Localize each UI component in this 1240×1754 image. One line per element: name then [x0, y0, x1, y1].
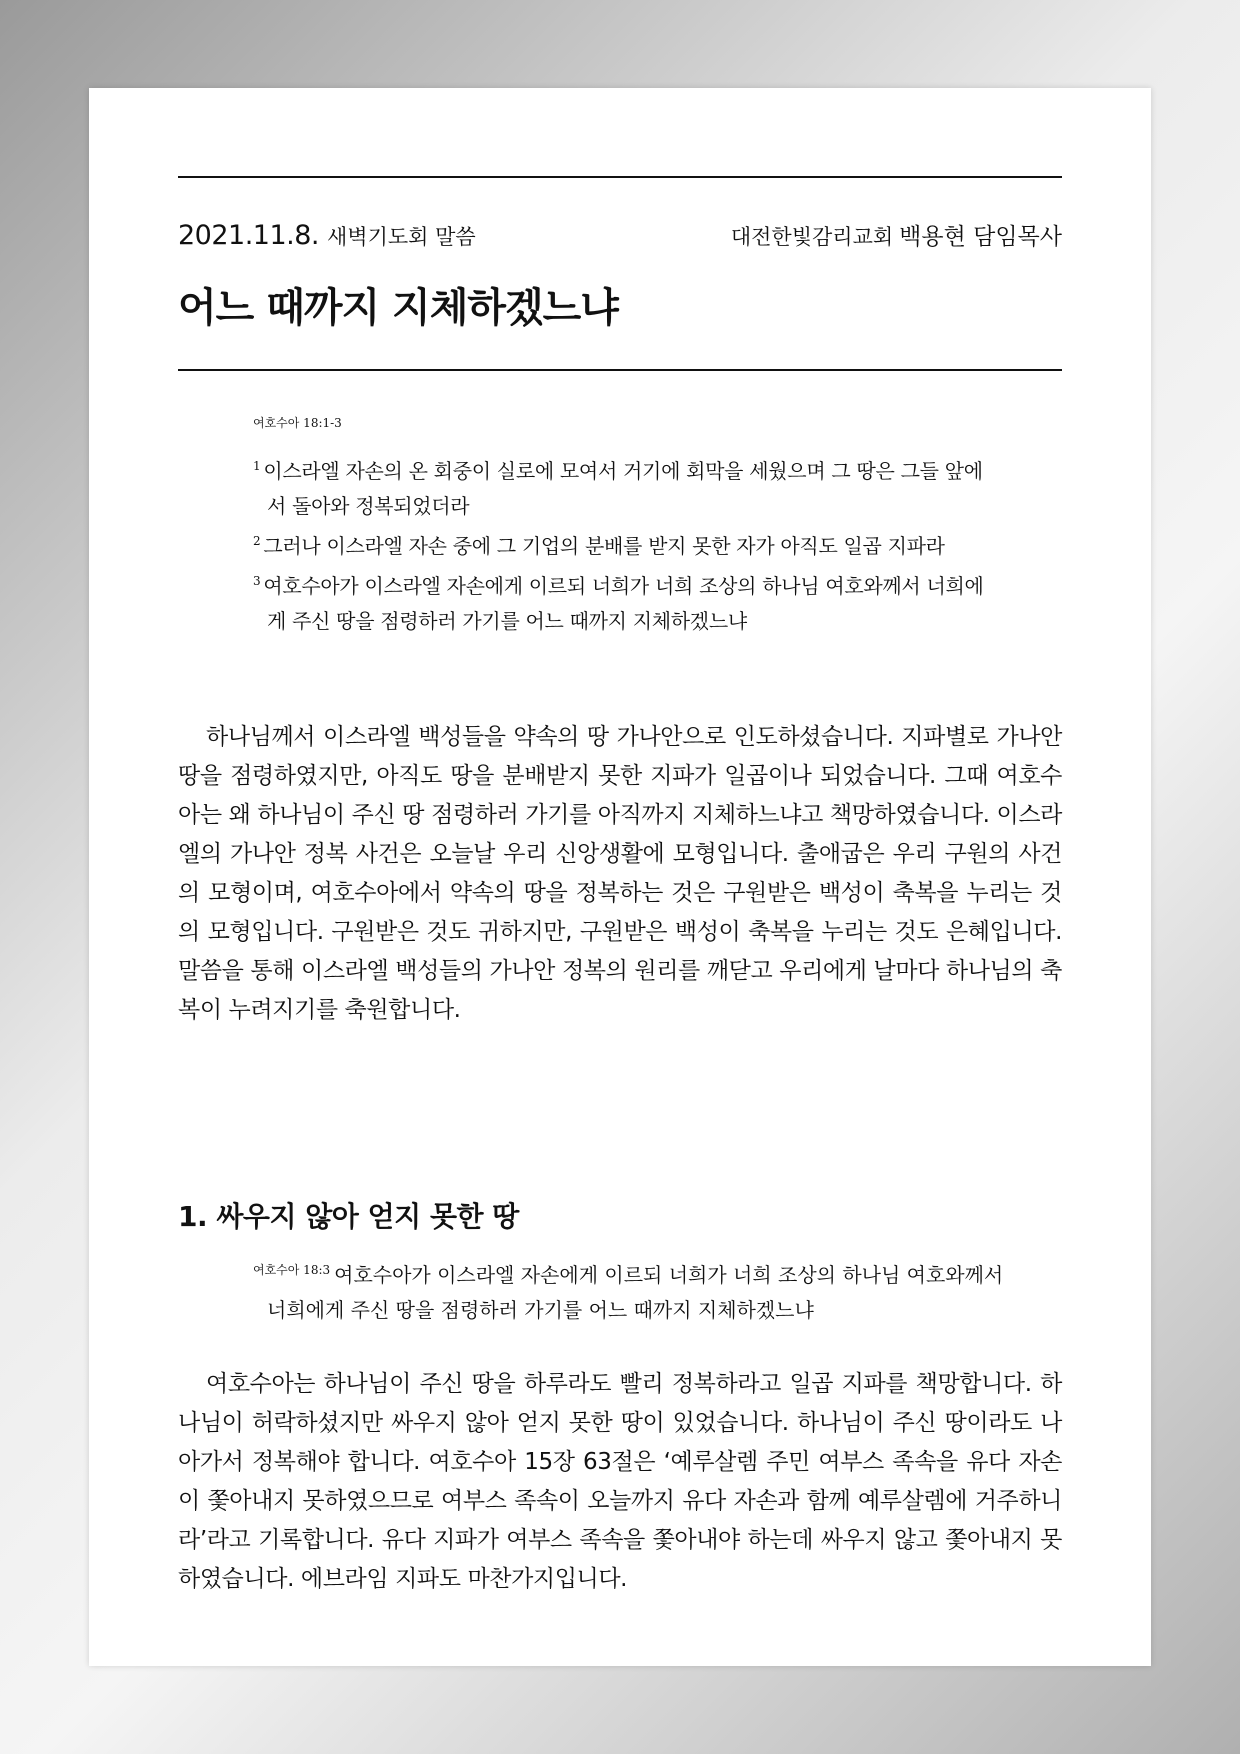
sermon-title: 어느 때까지 지체하겠느냐 — [178, 285, 618, 331]
intro-paragraph: 하나님께서 이스라엘 백성들을 약속의 땅 가나안으로 인도하셨습니다. 지파별로 가나안 땅을 점령하였지만, 아직도 땅을 분배받지 못한 지파가 일곱이나 되었습니다. 그때 여호수아는 왜 하나님이 주신 땅 점령하러 가기를 아직까지 지체하느냐고 책망하였습니다. 이스라엘의 가나안 정복 사건은 오늘날 우리 신앙생활에 모형입니다. 출애굽은 우리 구원의 사건의 모형이며, 여호수아에서 약속의 땅을 정복하는 것은 구원받은 백성이 축복을 누리는 것의 모형입니다. 구원받은 것도 귀하지만, 구원받은 백성이 축복을 누리는 것도 은혜입니다. 말씀을 통해 이스라엘 백성들의 가나안 정복의 원리를 깨닫고 우리에게 날마다 하나님의 축복이 누려지기를 축원합니다. — [178, 724, 1062, 1023]
date-service — [178, 220, 476, 251]
verse-number: 3 — [253, 574, 261, 588]
section-quote — [253, 1253, 1007, 1328]
section-heading: 1. 싸우지 않아 얻지 못한 땅 — [178, 1200, 519, 1233]
scripture-reference: 여호수아 18:1-3 — [253, 416, 342, 430]
quote-text: 여호수아가 이스라엘 자손에게 이르되 너희가 너희 조상의 하나님 여호와께서 너희에게 주신 땅을 점령하러 가기를 어느 때까지 지체하겠느냐 — [267, 1263, 1004, 1322]
verse-text: 이스라엘 자손의 온 회중이 실로에 모여서 거기에 회막을 세웠으며 그 땅은 그들 앞에서 돌아와 정복되었더라 — [263, 459, 983, 518]
sermon-meta — [178, 218, 1062, 258]
sermon-date: 2021.11.8. — [178, 220, 319, 251]
quote-reference: 여호수아 18:3 — [253, 1263, 331, 1277]
verse-2 — [253, 524, 993, 564]
verse-number: 1 — [253, 459, 261, 473]
scripture-block — [253, 414, 993, 639]
verse-number: 2 — [253, 534, 261, 548]
bottom-rule — [178, 369, 1062, 371]
document-page — [89, 88, 1151, 1666]
section-paragraph: 여호수아는 하나님이 주신 땅을 하루라도 빨리 정복하라고 일곱 지파를 책망합니다. 하나님이 허락하셨지만 싸우지 않아 얻지 못한 땅이 있었습니다. 하나님이 주신 땅이라도 나아가서 정복해야 합니다. 여호수아 15장 63절은 ‘예루살렘 주민 여부스 족속을 유다 자손이 쫓아내지 못하였으므로 여부스 족속이 오늘까지 유다 자손과 함께 예루살렘에 거주하니라’라고 기록합니다. 유다 지파가 여부스 족속을 쫓아내야 하는데 싸우지 않고 쫓아내지 못하였습니다. 에브라임 지파도 마찬가지입니다. — [178, 1371, 1062, 1592]
top-rule — [178, 176, 1062, 178]
service-name: 새벽기도회 말씀 — [327, 225, 476, 249]
church-pastor — [731, 218, 1062, 251]
verse-3 — [253, 564, 993, 639]
verse-text: 여호수아가 이스라엘 자손에게 이르되 너희가 너희 조상의 하나님 여호와께서 너희에게 주신 땅을 점령하러 가기를 어느 때까지 지체하겠느냐 — [263, 574, 984, 633]
verse-text: 그러나 이스라엘 자손 중에 그 기업의 분배를 받지 못한 자가 아직도 일곱 지파라 — [263, 534, 945, 558]
church-name: 대전한빛감리교회 — [730, 225, 894, 249]
verse-1 — [253, 449, 993, 524]
pastor-name: 백용현 담임목사 — [899, 224, 1062, 250]
